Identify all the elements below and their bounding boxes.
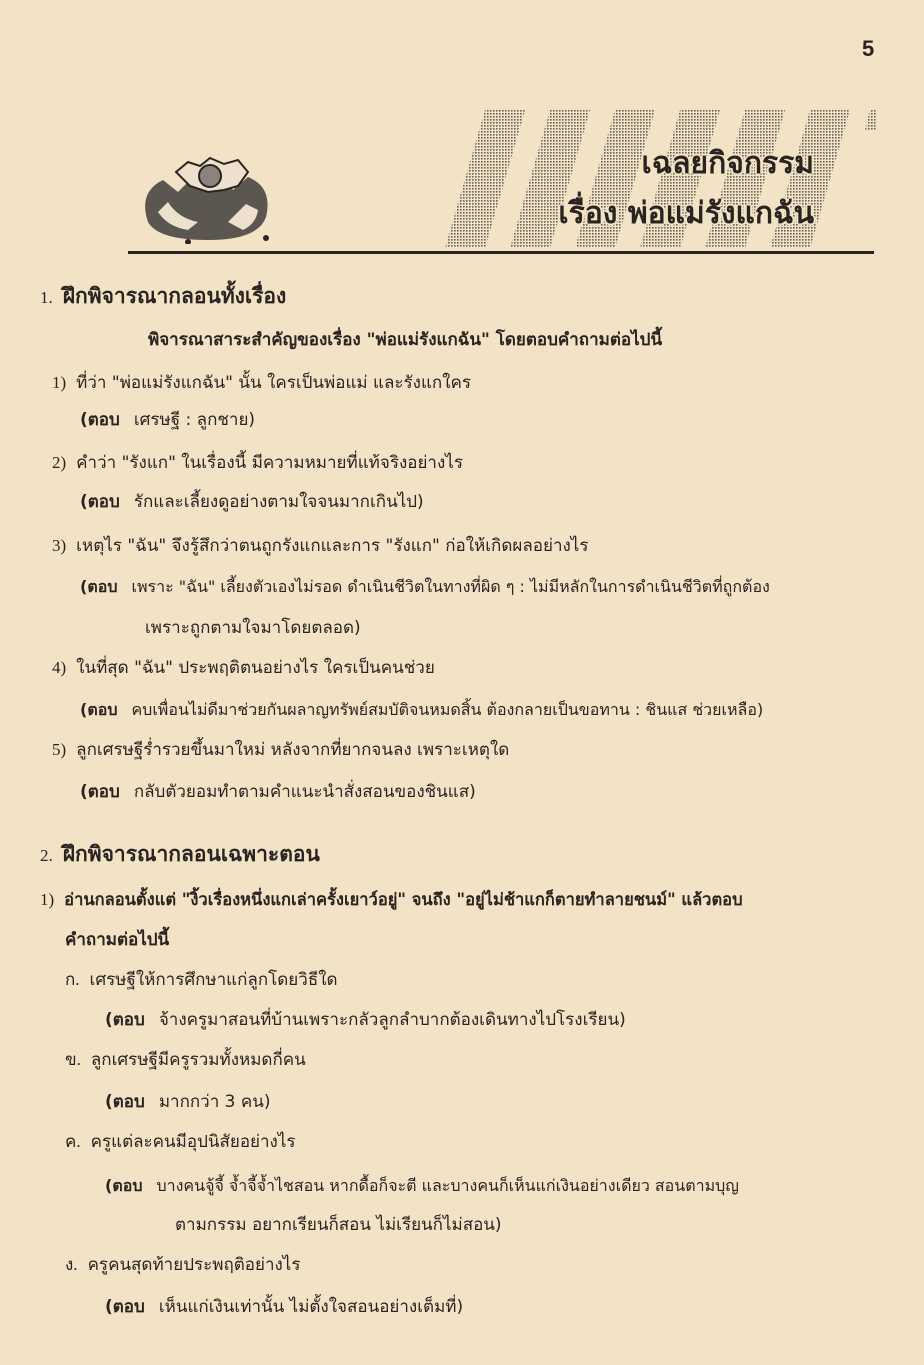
subanswer-kho-khwai-continued: ตามกรรม อยากเรียนก็สอน ไม่เรียนก็ไม่สอน) xyxy=(175,1215,502,1235)
section1-heading-text: ฝึกพิจารณากลอนทั้งเรื่อง xyxy=(62,284,287,308)
answer-2: (ตอบ รักและเลี้ยงดูอย่างตามใจจนมากเกินไป) xyxy=(80,492,424,512)
question-3: 3) เหตุไร "ฉัน" จึงรู้สึกว่าตนถูกรังแกและการ "รังแก" ก่อให้เกิดผลอย่างไร xyxy=(52,536,589,556)
subquestion-ko: ก. เศรษฐีให้การศึกษาแก่ลูกโดยวิธีใด xyxy=(65,970,338,990)
subanswer-kho-khwai: (ตอบ บางคนจู้จี้ จ้ำจี้จ้ำไชสอน หากดื้อก็จะตี และบางคนก็เห็นแก่เงินอย่างเดียว สอนตามบุญ xyxy=(105,1176,739,1195)
question-2: 2) คำว่า "รังแก" ในเรื่องนี้ มีความหมายที่แท้จริงอย่างไร xyxy=(52,453,463,473)
answer-1: (ตอบ เศรษฐี : ลูกชาย) xyxy=(80,410,256,430)
subquestion-ngo: ง. ครูคนสุดท้ายประพฤติอย่างไร xyxy=(65,1255,301,1275)
question-5: 5) ลูกเศรษฐีร่ำรวยขึ้นมาใหม่ หลังจากที่ยากจนลง เพราะเหตุใด xyxy=(52,740,510,760)
answer-5: (ตอบ กลับตัวยอมทำตามคำแนะนำสั่งสอนของชินแส) xyxy=(80,782,476,802)
question-4: 4) ในที่สุด "ฉัน" ประพฤติตนอย่างไร ใครเป็นคนช่วย xyxy=(52,658,435,678)
section2-heading xyxy=(40,842,320,868)
page-number: 5 xyxy=(862,36,875,61)
header-divider xyxy=(128,251,874,254)
subanswer-kho: (ตอบ มากกว่า 3 คน) xyxy=(105,1092,271,1112)
section1-number: 1. xyxy=(40,288,53,307)
question-1: 1) ที่ว่า "พ่อแม่รังแกฉัน" นั้น ใครเป็นพ่อแม่ และรังแกใคร xyxy=(52,373,472,393)
section2-question-1-continued: คำถามต่อไปนี้ xyxy=(65,930,170,950)
section2-heading-text: ฝึกพิจารณากลอนเฉพาะตอน xyxy=(62,842,320,866)
subquestion-kho-khwai: ค. ครูแต่ละคนมีอุปนิสัยอย่างไร xyxy=(65,1132,296,1152)
answer-3-continued: เพราะถูกตามใจมาโดยตลอด) xyxy=(145,618,361,638)
header-title-line1: เฉลยกิจกรรม xyxy=(641,146,814,181)
subquestion-kho: ข. ลูกเศรษฐีมีครูรวมทั้งหมดกี่คน xyxy=(65,1050,306,1070)
subanswer-ko: (ตอบ จ้างครูมาสอนที่บ้านเพราะกลัวลูกลำบากต้องเดินทางไปโรงเรียน) xyxy=(105,1010,626,1030)
section2-number: 2. xyxy=(40,846,53,865)
section1-heading xyxy=(40,284,286,310)
subanswer-ngo: (ตอบ เห็นแก่เงินเท่านั้น ไม่ตั้งใจสอนอย่างเต็มที่) xyxy=(105,1297,464,1317)
answer-4: (ตอบ คบเพื่อนไม่ดีมาช่วยกันผลาญทรัพย์สมบัติจนหมดสิ้น ต้องกลายเป็นขอทาน : ชินแส ช่วยเหลือ) xyxy=(80,700,764,719)
header-title-line2: เรื่อง พ่อแม่รังแกฉัน xyxy=(558,196,814,231)
section2-question-1: 1) อ่านกลอนตั้งแต่ "งิ้วเรื่องหนึ่งแกเล่าครั้งเยาว์อยู่" จนถึง "อยู่ไม่ช้าแกก็ตายทำลายชนม์" แล้วตอบ xyxy=(40,890,743,909)
section1-instruction: พิจารณาสาระสำคัญของเรื่อง "พ่อแม่รังแกฉัน" โดยตอบคำถามต่อไปนี้ xyxy=(148,330,663,350)
answer-3: (ตอบ เพราะ "ฉัน" เลี้ยงตัวเองไม่รอด ดำเนินชีวิตในทางที่ผิด ๆ : ไม่มีหลักในการดำเนินชีวิตที่ถูกต้อง xyxy=(80,577,770,596)
cracked-egg-icon xyxy=(138,152,278,244)
